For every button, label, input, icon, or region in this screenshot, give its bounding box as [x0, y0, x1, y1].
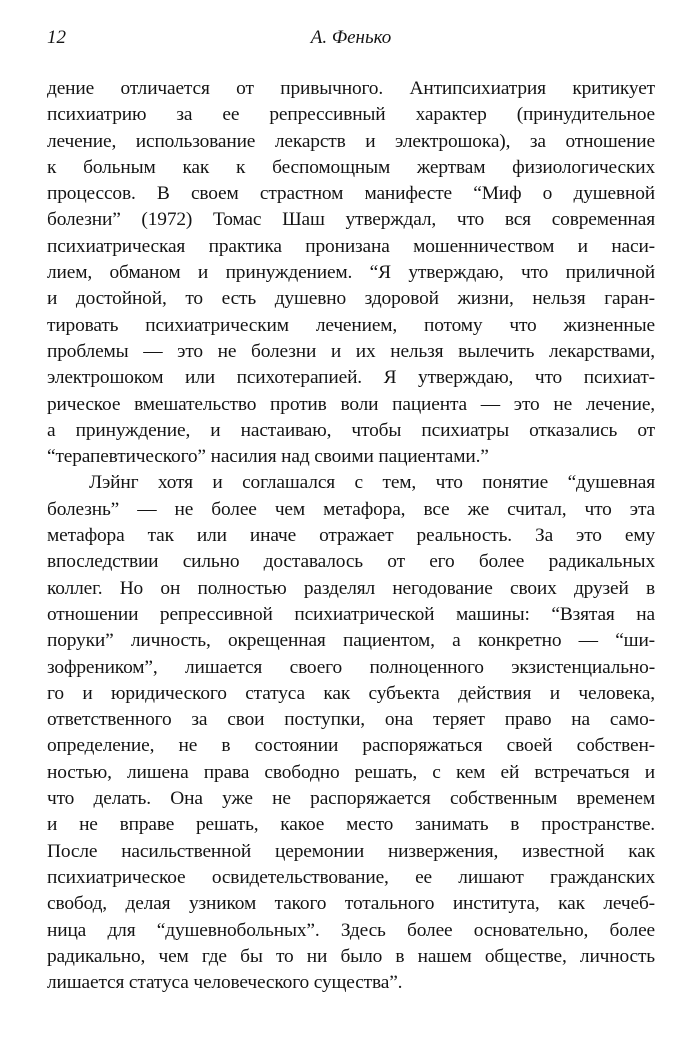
- text-line: лишается статуса человеческого существа”.: [47, 972, 403, 994]
- text-line: болезни” (1972) Томас Шаш утверждал, что вся современная: [47, 209, 655, 231]
- text-line: свобод, делая узником такого тотального института, как лечеб-: [47, 893, 655, 915]
- text-line: “терапевтического” насилия над своими пациентами.”: [47, 446, 489, 468]
- text-line: болезнь” — не более чем метафора, все же считал, что эта: [47, 498, 655, 520]
- text-line: психиатрию за ее репрессивный характер (принудительное: [47, 104, 655, 126]
- running-head: [47, 27, 655, 51]
- text-line: психиатрическая практика пронизана мошенничеством и наси-: [47, 235, 655, 257]
- text-line: проблемы — это не болезни и их нельзя вылечить лекарствами,: [47, 340, 655, 362]
- text-line: и достойной, то есть душевно здоровой жизни, нельзя гаран-: [47, 288, 655, 310]
- text-line: процессов. В своем страстном манифесте “Миф о душевной: [47, 183, 655, 205]
- text-line: поруки” личность, окрещенная пациентом, а конкретно — “ши-: [47, 630, 655, 652]
- text-line: После насильственной церемонии низвержения, известной как: [47, 840, 655, 862]
- paragraph-1: [47, 76, 655, 470]
- text-line: а принуждение, и настаиваю, чтобы психиатры отказались от: [47, 419, 655, 441]
- text-line: лием, обманом и принуждением. “Я утверждаю, что приличной: [47, 262, 655, 284]
- paragraph-2: [47, 470, 655, 996]
- text-line: лечение, использование лекарств и электрошока), за отношение: [47, 130, 655, 152]
- text-line: электрошоком или психотерапией. Я утверждаю, что психиат-: [47, 367, 655, 389]
- text-line: тировать психиатрическим лечением, потому что жизненные: [47, 314, 655, 336]
- text-line: рическое вмешательство против воли пациента — это не лечение,: [47, 393, 655, 415]
- text-line: зофреником”, лишается своего полноценного экзистенциально-: [47, 656, 655, 678]
- text-line: ностью, лишена права свободно решать, с кем ей встречаться и: [47, 761, 655, 783]
- body-text: [47, 76, 655, 996]
- text-line: радикально, чем где бы то ни было в нашем обществе, личность: [47, 945, 655, 967]
- text-line: ответственного за свои поступки, она теряет право на само-: [47, 709, 655, 731]
- text-line: к больным как к беспомощным жертвам физиологических: [47, 156, 655, 178]
- text-line: ница для “душевнобольных”. Здесь более основательно, более: [47, 919, 655, 941]
- text-line: го и юридического статуса как субъекта действия и человека,: [47, 682, 655, 704]
- running-title: А. Фенько: [310, 27, 392, 48]
- text-line: определение, не в состоянии распоряжаться своей собствен-: [47, 735, 655, 757]
- text-line: что делать. Она уже не распоряжается собственным временем: [47, 788, 655, 810]
- text-line: впоследствии сильно доставалось от его более радикальных: [47, 551, 655, 573]
- text-line: Лэйнг хотя и соглашался с тем, что понятие “душевная: [89, 472, 655, 494]
- text-line: дение отличается от привычного. Антипсихиатрия критикует: [47, 78, 655, 99]
- text-line: отношении репрессивной психиатрической машины: “Взятая на: [47, 603, 655, 625]
- text-line: и не вправе решать, какое место занимать в пространстве.: [47, 814, 655, 836]
- text-line: психиатрическое освидетельствование, ее лишают гражданских: [47, 866, 655, 888]
- text-line: метафора так или иначе отражает реальность. За это ему: [47, 525, 655, 547]
- text-line: коллег. Но он полностью разделял негодование своих друзей в: [47, 577, 655, 599]
- page-number: 12: [47, 27, 66, 48]
